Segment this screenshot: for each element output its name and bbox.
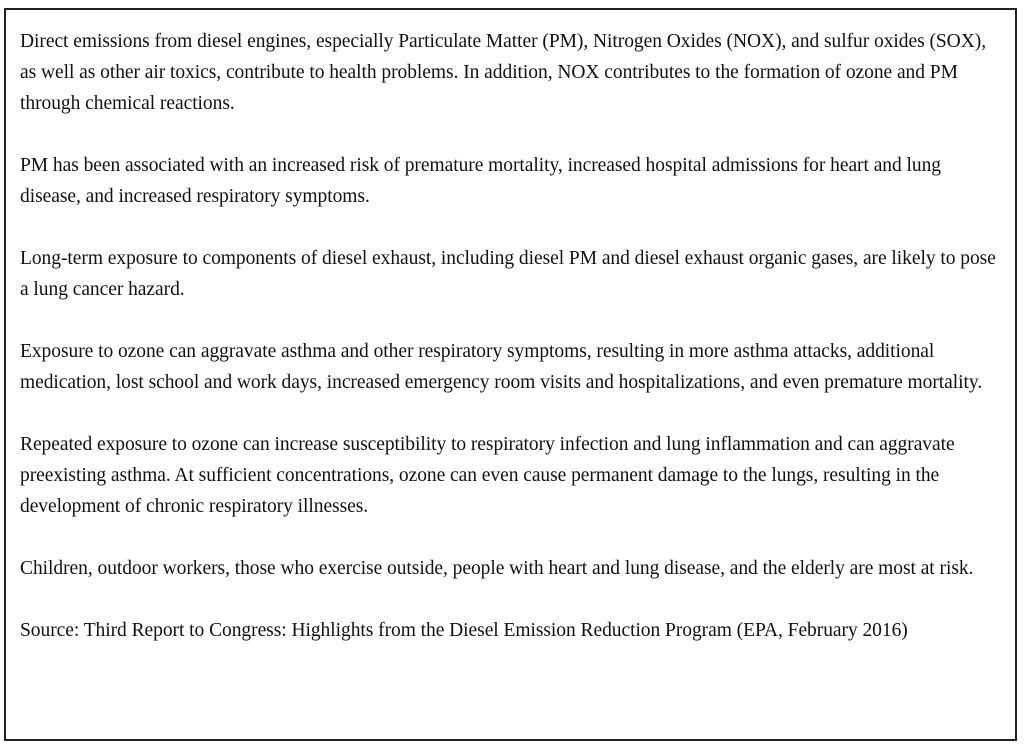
paragraph-long-term-exposure: Long-term exposure to components of diesel exhaust, including diesel PM and diesel exhaust organic gases, are likely to pose a lung cancer hazard. bbox=[20, 248, 996, 300]
source-citation: Source: Third Report to Congress: Highlights from the Diesel Emission Reduction Program (EPA, February 2016) bbox=[20, 620, 908, 641]
text-box bbox=[4, 8, 1017, 741]
paragraph-ozone-asthma: Exposure to ozone can aggravate asthma and other respiratory symptoms, resulting in more asthma attacks, additional medication, lost school and work days, increased emergency room visits and hospitalizations, and even premature mortality. bbox=[20, 341, 983, 393]
paragraph-pm-risk: PM has been associated with an increased risk of premature mortality, increased hospital admissions for heart and lung disease, and increased respiratory symptoms. bbox=[20, 155, 941, 207]
paragraph-most-at-risk: Children, outdoor workers, those who exercise outside, people with heart and lung disease, and the elderly are most at risk. bbox=[20, 558, 974, 579]
paragraph-repeated-ozone-exposure: Repeated exposure to ozone can increase susceptibility to respiratory infection and lung inflammation and can aggravate preexisting asthma. At sufficient concentrations, ozone can even cause permanent damage to the lungs, resulting in the development of chronic respiratory illnesses. bbox=[20, 434, 955, 517]
paragraph-direct-emissions: Direct emissions from diesel engines, especially Particulate Matter (PM), Nitrogen Oxides (NOX), and sulfur oxides (SOX), as well as other air toxics, contribute to health problems. In addition, NOX contributes to the formation of ozone and PM through chemical reactions. bbox=[20, 31, 987, 114]
